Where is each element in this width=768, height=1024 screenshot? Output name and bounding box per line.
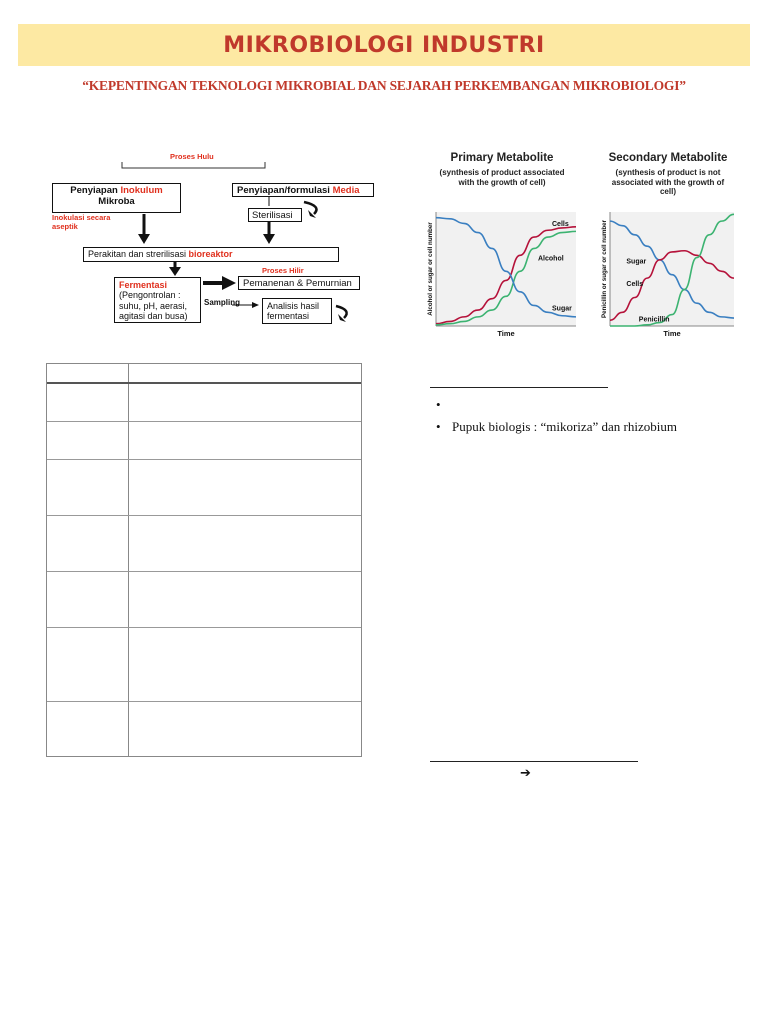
- chart-title: Secondary Metabolite: [608, 152, 728, 164]
- table-row: [47, 701, 361, 702]
- x-axis-label: Time: [663, 329, 681, 338]
- y-axis-label: Alcohol or sugar or cell number: [427, 222, 434, 316]
- curve-analisis: [336, 306, 347, 318]
- series-label-cells: Cells: [626, 281, 644, 289]
- data-table: [46, 363, 362, 757]
- y-axis-label: Penicillin or sugar or cell number: [601, 220, 608, 318]
- chart-plot: [422, 148, 582, 340]
- bullet-list: [432, 394, 752, 438]
- table-header-rule: [47, 382, 361, 384]
- box-fermentasi: Fermentasi (Pengontrolan : suhu, pH, aerasi, agitasi dan busa): [114, 277, 201, 323]
- chart-plot: [598, 148, 738, 340]
- curve-sterilisasi: [304, 202, 316, 214]
- series-label-sugar: Sugar: [626, 258, 647, 266]
- table-row: [47, 571, 361, 572]
- table-row: [47, 459, 361, 460]
- hulu-bracket: [122, 162, 265, 168]
- arrow-inokulum-head: [138, 234, 150, 244]
- right-arrow-icon: ➔: [520, 766, 531, 781]
- list-item: [432, 394, 752, 416]
- heading-underline: [430, 761, 638, 762]
- chart-subtitle: (synthesis of product is not associated with the growth of cell): [611, 168, 725, 197]
- table-row: [47, 515, 361, 516]
- box-analisis: Analisis hasil fermentasi: [262, 298, 332, 324]
- proses-hilir-label: Proses Hilir: [262, 266, 304, 275]
- series-label-cells: Cells: [552, 221, 569, 229]
- process-flowchart: [40, 148, 380, 328]
- box-inokulum: Penyiapan Inokulum Mikroba: [52, 183, 181, 213]
- chart-title: Primary Metabolite: [450, 152, 554, 164]
- inokulasi-label: Inokulasi secara aseptik: [52, 213, 111, 231]
- box-pemanenan: Pemanenan & Pemurnian: [238, 276, 360, 290]
- page-title: MIKROBIOLOGI INDUSTRI: [223, 32, 545, 58]
- page-subtitle: “KEPENTINGAN TEKNOLOGI MIKROBIAL DAN SEJARAH PERKEMBANGAN MIKROBIOLOGI”: [82, 78, 686, 93]
- proses-hulu-label: Proses Hulu: [170, 152, 214, 161]
- box-media: Penyiapan/formulasi Media: [232, 183, 374, 197]
- x-axis-label: Time: [497, 329, 515, 338]
- table-row: [47, 627, 361, 628]
- table-column-divider: [128, 364, 129, 756]
- series-label-penicillin: Penicillin: [638, 316, 670, 324]
- series-label-alcohol: Alcohol: [538, 255, 564, 263]
- heading-underline: [430, 387, 608, 388]
- box-perakitan: Perakitan dan strerilisasi bioreaktor: [83, 247, 339, 262]
- chart-subtitle: (synthesis of product associated with the growth of cell): [439, 168, 565, 187]
- box-sterilisasi: Sterilisasi: [248, 208, 302, 222]
- list-item: • Pupuk biologis : “mikoriza” dan rhizobium: [432, 416, 752, 438]
- title-banner: [18, 24, 750, 66]
- sampling-label: Sampling: [204, 298, 241, 307]
- primary-metabolite-chart: [422, 148, 582, 340]
- table-row: [47, 421, 361, 422]
- series-label-sugar: Sugar: [552, 305, 572, 313]
- secondary-metabolite-chart: [598, 148, 738, 340]
